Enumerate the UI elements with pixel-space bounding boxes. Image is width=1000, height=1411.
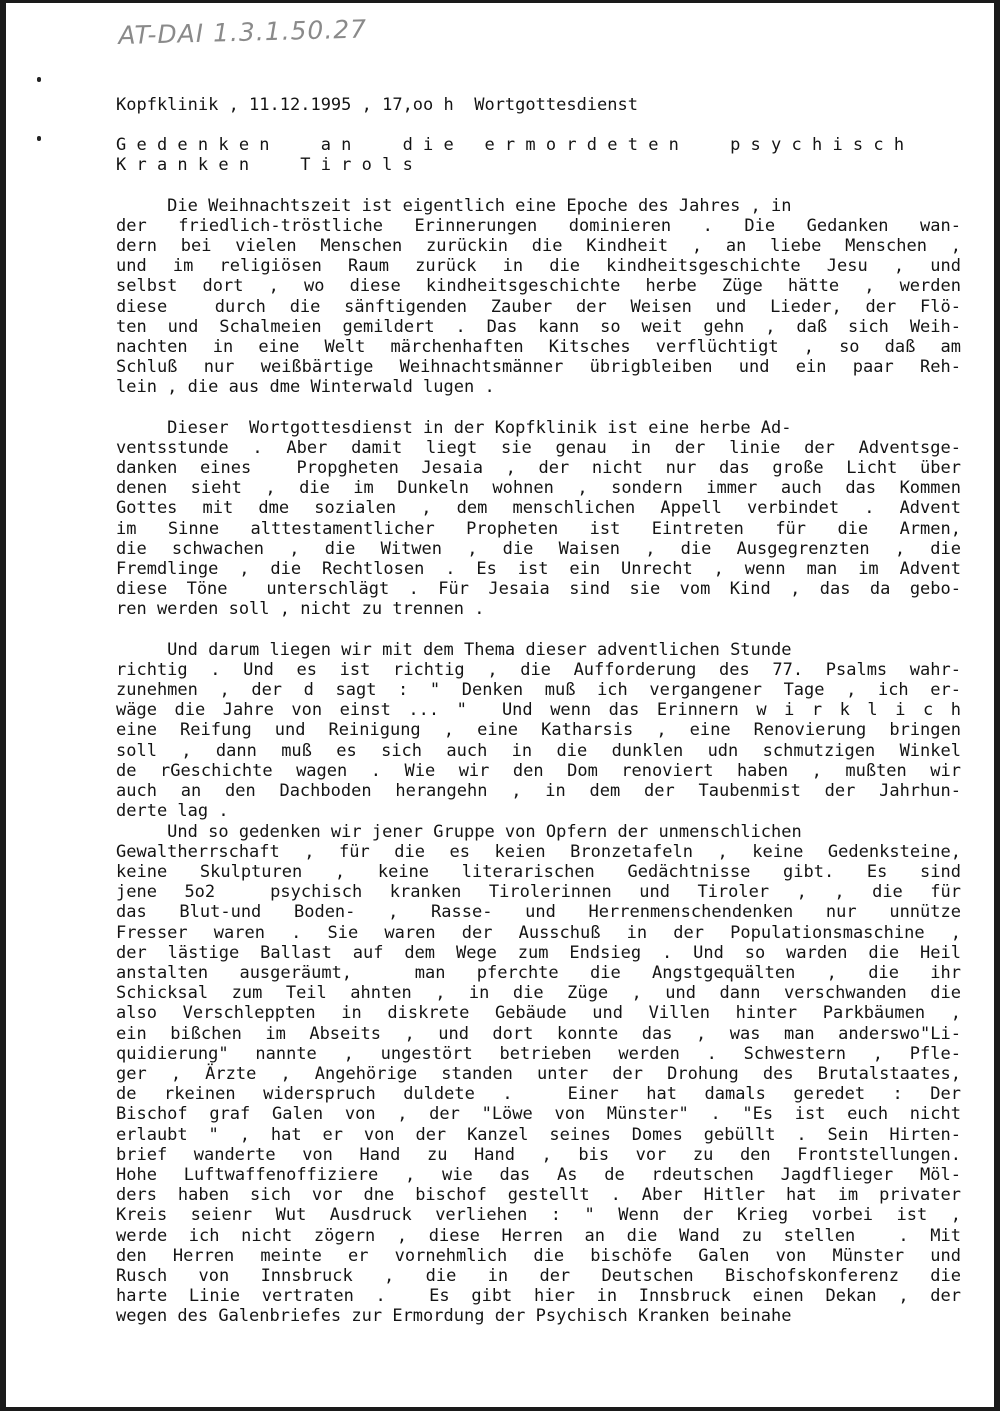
text-line: ger , Ärzte , Angehörige standen unter der Drohung des Brutalstaates,	[116, 1063, 961, 1084]
title-line: G e d e n k e n a n d i e e r m o r d e t e n p s y c h i s c h	[116, 135, 905, 156]
punch-mark	[37, 136, 41, 141]
text-line: wegen des Galenbriefes zur Ermordung der Psychisch Kranken beinahe	[116, 1306, 792, 1327]
text-line: ein bißchen im Abseits , und dort konnte das , was man anderswo"Li-	[116, 1023, 961, 1044]
text-line: Rusch von Innsbruck , die in der Deutschen Bischofskonferenz die	[116, 1265, 961, 1286]
text-line: die schwachen , die Witwen , die Waisen , die Ausgegrenzten , die	[116, 538, 961, 559]
document-title	[116, 135, 961, 175]
text-line: wäge die Jahre von einst ... " Und wenn das Erinnern w i r k l i c h	[116, 700, 961, 721]
punch-mark	[37, 77, 41, 82]
text-line: de rGeschichte wagen . Wie wir den Dom renoviert haben , mußten wir	[116, 760, 961, 781]
text-line: Kreis seienr Wut Ausdruck verliehen : " Wenn der Krieg vorbei ist ,	[116, 1205, 961, 1226]
text-line: diese Töne unterschlägt . Für Jesaia sind sie vom Kind , das da gebo-	[116, 579, 961, 600]
text-line: Fresser waren . Sie waren der Ausschuß in der Populationsmaschine ,	[116, 922, 961, 943]
text-line: nachten in eine Welt märchenhaften Kitsches verflüchtigt , so daß am	[116, 337, 961, 358]
text-line: ren werden soll , nicht zu trennen .	[116, 599, 485, 620]
text-line: Hohe Luftwaffenoffiziere , wie das As de rdeutschen Jagdflieger Möl-	[116, 1164, 961, 1185]
paragraph	[116, 822, 961, 1327]
paragraphs	[116, 196, 961, 1327]
text-line: Fremdlinge , die Rechtlosen . Es ist ein Unrecht , wenn man im Advent	[116, 559, 961, 580]
text-line: den Herren meinte er vornehmlich die bischöfe Galen von Münster und	[116, 1245, 961, 1266]
text-line: anstalten ausgeräumt, man pferchte die Angstgequälten , die ihr	[116, 962, 961, 983]
text-line: harte Linie vertraten . Es gibt hier in Innsbruck einen Dekan , der	[116, 1286, 961, 1307]
text-line: Und so gedenken wir jener Gruppe von Opfern der unmenschlichen	[116, 821, 802, 842]
text-line: de rkeinen widerspruch duldete . Einer hat damals geredet : Der	[116, 1084, 961, 1105]
text-line: selbst dort , wo diese kindheitsgeschichte herbe Züge hätte , werden	[116, 276, 961, 297]
text-line: ders haben sich vor dne bischof gestellt . Aber Hitler hat im privater	[116, 1185, 961, 1206]
text-line: eine Reifung und Reinigung , eine Katharsis , eine Renovierung bringen	[116, 720, 961, 741]
text-line: keine Skulpturen , keine literarischen Gedächtnisse gibt. Es sind	[116, 861, 961, 882]
text-line: ten und Schalmeien gemildert . Das kann so weit gehn , daß sich Weih-	[116, 316, 961, 337]
text-line: brief wanderte von Hand zu Hand , bis vor zu den Frontstellungen.	[116, 1144, 961, 1165]
text-line: denen sieht , die im Dunkeln wohnen , sondern immer auch das Kommen	[116, 478, 961, 499]
text-line: werde ich nicht zögern , diese Herren an die Wand zu stellen . Mit	[116, 1225, 961, 1246]
document-body	[116, 95, 961, 1327]
text-line: soll , dann muß es sich auch in die dunklen udn schmutzigen Winkel	[116, 740, 961, 761]
text-line: zunehmen , der d sagt : " Denken muß ich vergangener Tage , ich er-	[116, 680, 961, 701]
document-header: Kopfklinik , 11.12.1995 , 17,oo h Wortgottesdienst	[116, 95, 638, 115]
text-line: Bischof graf Galen von , der "Löwe von Münster" . "Es ist euch nicht	[116, 1104, 961, 1125]
text-line: lein , die aus dme Winterwald lugen .	[116, 377, 495, 398]
paragraph	[116, 418, 961, 620]
text-line: richtig . Und es ist richtig , die Aufforderung des 77. Psalms wahr-	[116, 659, 961, 680]
text-line: das Blut-und Boden- , Rasse- und Herrenmenschendenken nur unnütze	[116, 902, 961, 923]
text-line: ventsstunde . Aber damit liegt sie genau in der linie der Adventsge-	[116, 437, 961, 458]
text-line: Schluß nur weißbärtige Weihnachtsmänner übrigbleiben und ein paar Reh-	[116, 357, 961, 378]
text-line: und im religiösen Raum zurück in die kindheitsgeschichte Jesu , und	[116, 256, 961, 277]
text-line: quidierung" nannte , ungestört betrieben werden . Schwestern , Pfle-	[116, 1043, 961, 1064]
text-line: erlaubt " , hat er von der Kanzel seines Domes gebüllt . Sein Hirten-	[116, 1124, 961, 1145]
text-line: auch an den Dachboden herangehn , in dem der Taubenmist der Jahrhun-	[116, 781, 961, 802]
text-line: danken eines Propgheten Jesaia , der nicht nur das große Licht über	[116, 458, 961, 479]
text-line: derte lag .	[116, 801, 229, 822]
document-page	[6, 3, 994, 1407]
text-line: Dieser Wortgottesdienst in der Kopfklinik ist eine herbe Ad-	[116, 417, 792, 438]
text-line: im Sinne alttestamentlicher Propheten ist Eintreten für die Armen,	[116, 518, 961, 539]
archive-reference-stamp: AT-DAI 1.3.1.50.27	[118, 14, 368, 50]
text-line: Die Weihnachtszeit ist eigentlich eine Epoche des Jahres , in	[116, 195, 792, 216]
paragraph	[116, 196, 961, 398]
text-line: Gottes mit dme sozialen , dem menschlichen Appell verbindet . Advent	[116, 498, 961, 519]
text-line: der friedlich-tröstliche Erinnerungen dominieren . Die Gedanken wan-	[116, 215, 961, 236]
text-line: der lästige Ballast auf dem Wege zum Endsieg . Und so warden die Heil	[116, 942, 961, 963]
text-line: Gewaltherrschaft , für die es keien Bronzetafeln , keine Gedenksteine,	[116, 841, 961, 862]
text-line: Schicksal zum Teil ahnten , in die Züge , und dann verschwanden die	[116, 983, 961, 1004]
text-line: also Verschleppten in diskrete Gebäude und Villen hinter Parkbäumen ,	[116, 1003, 961, 1024]
text-line: diese durch die sänftigenden Zauber der Weisen und Lieder, der Flö-	[116, 296, 961, 317]
text-line: jene 5o2 psychisch kranken Tirolerinnen und Tiroler , , die für	[116, 882, 961, 903]
title-line: K r a n k e n T i r o l s	[116, 155, 413, 176]
paragraph	[116, 640, 961, 822]
text-line: dern bei vielen Menschen zurückin die Kindheit , an liebe Menschen ,	[116, 236, 961, 257]
text-line: Und darum liegen wir mit dem Thema dieser adventlichen Stunde	[116, 639, 792, 660]
